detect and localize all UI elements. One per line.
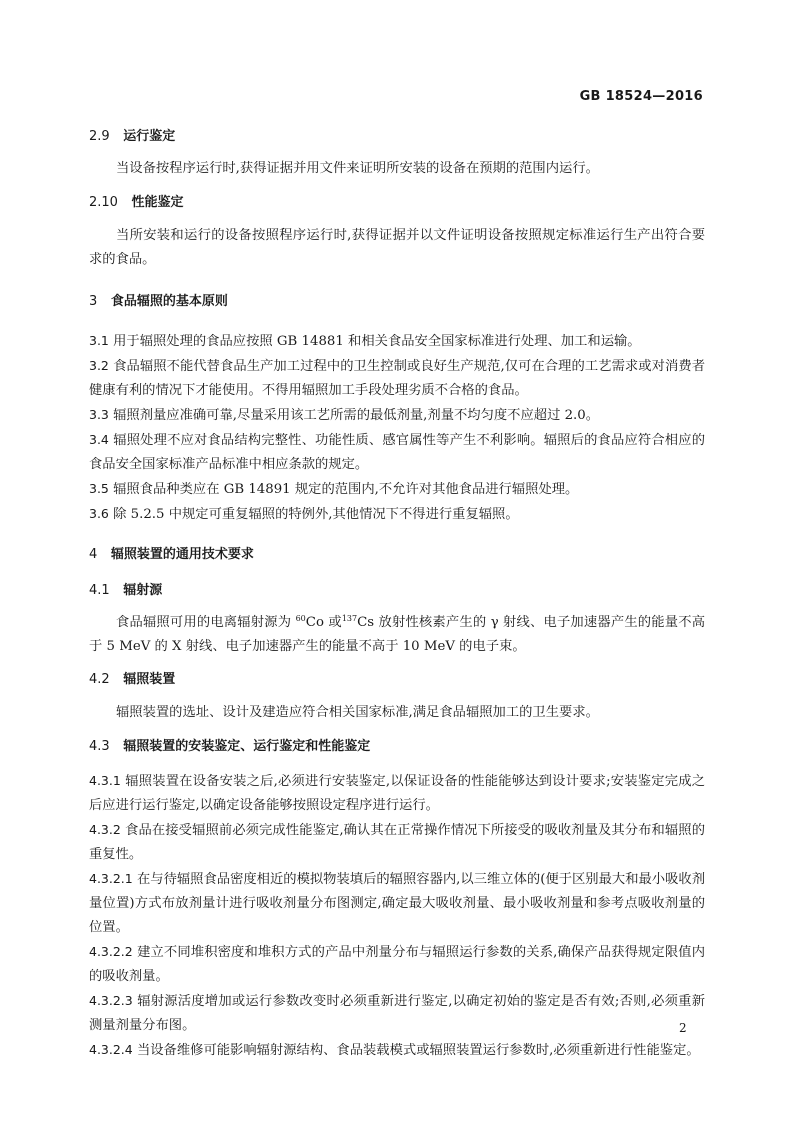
document-body	[89, 126, 705, 1063]
section-title: 性能鉴定	[131, 195, 184, 210]
section-number: 4.1	[89, 583, 110, 598]
text-run: 食品辐照可用的电离辐射源为	[116, 615, 296, 630]
clause-4-3-2-1	[89, 867, 705, 940]
section-heading-4-2	[89, 669, 705, 691]
clause-3-5	[89, 477, 705, 502]
clause-text: 当设备维修可能影响辐射源结构、食品装载模式或辐照装置运行参数时,必须重新进行性能鉴定。	[136, 1043, 700, 1058]
clause-number: 3.1	[89, 333, 109, 348]
clause-text: 辐照装置在设备安装之后,必须进行安装鉴定,以保证设备的性能能够达到设计要求;安装鉴定完成之后应进行运行鉴定,以确定设备能够按照设定程序进行运行。	[89, 774, 705, 813]
clause-text: 食品在接受辐照前必须完成性能鉴定,确认其在正常操作情况下所接受的吸收剂量及其分布和辐照的重复性。	[89, 823, 705, 862]
clause-3-6	[89, 502, 705, 527]
standard-number-header: GB 18524—2016	[579, 89, 703, 104]
section-title: 辐照装置的安装鉴定、运行鉴定和性能鉴定	[123, 739, 371, 754]
clause-3-2	[89, 354, 705, 403]
clause-number: 3.6	[89, 506, 109, 521]
clause-number: 4.3.1	[89, 773, 121, 788]
paragraph-2-9: 当设备按程序运行时,获得证据并用文件来证明所安装的设备在预期的范围内运行。	[116, 161, 599, 176]
clause-4-3-2-3	[89, 989, 705, 1038]
text-run: Cs 放射性核素产生的 γ 射线、电子加速器产生的能量不高于 5 MeV 的 X 射线、电子加速器产生的能量不高于 10 MeV 的电子束。	[89, 615, 706, 654]
clause-number: 4.3.2	[89, 822, 121, 837]
clause-text: 辐照处理不应对食品结构完整性、功能性质、感官属性等产生不利影响。辐照后的食品应符合相应的食品安全国家标准产品标准中相应条款的规定。	[89, 433, 706, 472]
section-title: 运行鉴定	[123, 129, 176, 144]
section-number: 2.10	[89, 195, 118, 210]
isotope-mass-number: 137	[341, 614, 358, 623]
clause-3-1	[89, 329, 705, 354]
section-title: 辐照装置	[123, 672, 176, 687]
section-heading-4-3	[89, 736, 705, 758]
clause-number: 4.3.2.3	[89, 993, 133, 1008]
page-number: 2	[679, 1021, 687, 1035]
clause-number: 4.3.2.4	[89, 1042, 133, 1057]
chapter-heading-4	[89, 544, 705, 566]
section-heading-2-10	[89, 192, 705, 214]
clause-list-3	[89, 329, 705, 527]
chapter-title: 辐照装置的通用技术要求	[110, 547, 254, 562]
clause-3-3	[89, 403, 705, 428]
clause-4-3-2-2	[89, 940, 705, 989]
clause-text: 在与待辐照食品密度相近的模拟物装填后的辐照容器内,以三维立体的(便于区别最大和最小吸收剂量位置)方式布放剂量计进行吸收剂量分布图测定,确定最大吸收剂量、最小吸收剂量和参考点吸收剂量的位置。	[89, 872, 705, 935]
clause-text: 食品辐照不能代替食品生产加工过程中的卫生控制或良好生产规范,仅可在合理的工艺需求或对消费者健康有利的情况下才能使用。不得用辐照加工手段处理劣质不合格的食品。	[89, 359, 705, 398]
section-title: 辐射源	[123, 583, 163, 598]
clause-text: 辐射源活度增加或运行参数改变时必须重新进行鉴定,以确定初始的鉴定是否有效;否则,必须重新测量剂量分布图。	[89, 994, 705, 1033]
chapter-number: 4	[89, 547, 98, 562]
paragraph-2-10: 当所安装和运行的设备按照程序运行时,获得证据并以文件证明设备按照规定标准运行生产出符合要求的食品。	[89, 228, 705, 267]
isotope-mass-number: 60	[295, 614, 306, 623]
clause-text: 建立不同堆积密度和堆积方式的产品中剂量分布与辐照运行参数的关系,确保产品获得规定限值内的吸收剂量。	[89, 945, 705, 984]
paragraph-4-1	[89, 611, 705, 659]
chapter-title: 食品辐照的基本原则	[110, 294, 228, 309]
clause-number: 4.3.2.2	[89, 944, 133, 959]
clause-text: 用于辐照处理的食品应按照 GB 14881 和相关食品安全国家标准进行处理、加工和运输。	[113, 334, 641, 349]
section-number: 2.9	[89, 129, 110, 144]
clause-4-3-1	[89, 769, 705, 818]
chapter-number: 3	[89, 294, 98, 309]
clause-number: 4.3.2.1	[89, 871, 133, 886]
clause-number: 3.5	[89, 481, 109, 496]
clause-4-3-2-4	[89, 1038, 705, 1063]
paragraph-4-2: 辐照装置的选址、设计及建造应符合相关国家标准,满足食品辐照加工的卫生要求。	[116, 705, 599, 720]
chapter-heading-3	[89, 291, 705, 313]
section-number: 4.3	[89, 739, 110, 754]
clause-text: 辐照剂量应准确可靠,尽量采用该工艺所需的最低剂量,剂量不均匀度不应超过 2.0。	[113, 408, 600, 423]
clause-4-3-2	[89, 818, 705, 867]
section-heading-4-1	[89, 580, 705, 602]
clause-number: 3.4	[89, 432, 109, 447]
clause-text: 辐照食品种类应在 GB 14891 规定的范围内,不允许对其他食品进行辐照处理。	[113, 482, 579, 497]
section-number: 4.2	[89, 672, 110, 687]
section-heading-2-9	[89, 126, 705, 148]
text-run: Co 或	[305, 615, 342, 630]
clause-list-4-3	[89, 769, 705, 1063]
clause-text: 除 5.2.5 中规定可重复辐照的特例外,其他情况下不得进行重复辐照。	[113, 507, 519, 522]
clause-number: 3.2	[89, 358, 109, 373]
clause-3-4	[89, 428, 705, 477]
clause-number: 3.3	[89, 407, 109, 422]
